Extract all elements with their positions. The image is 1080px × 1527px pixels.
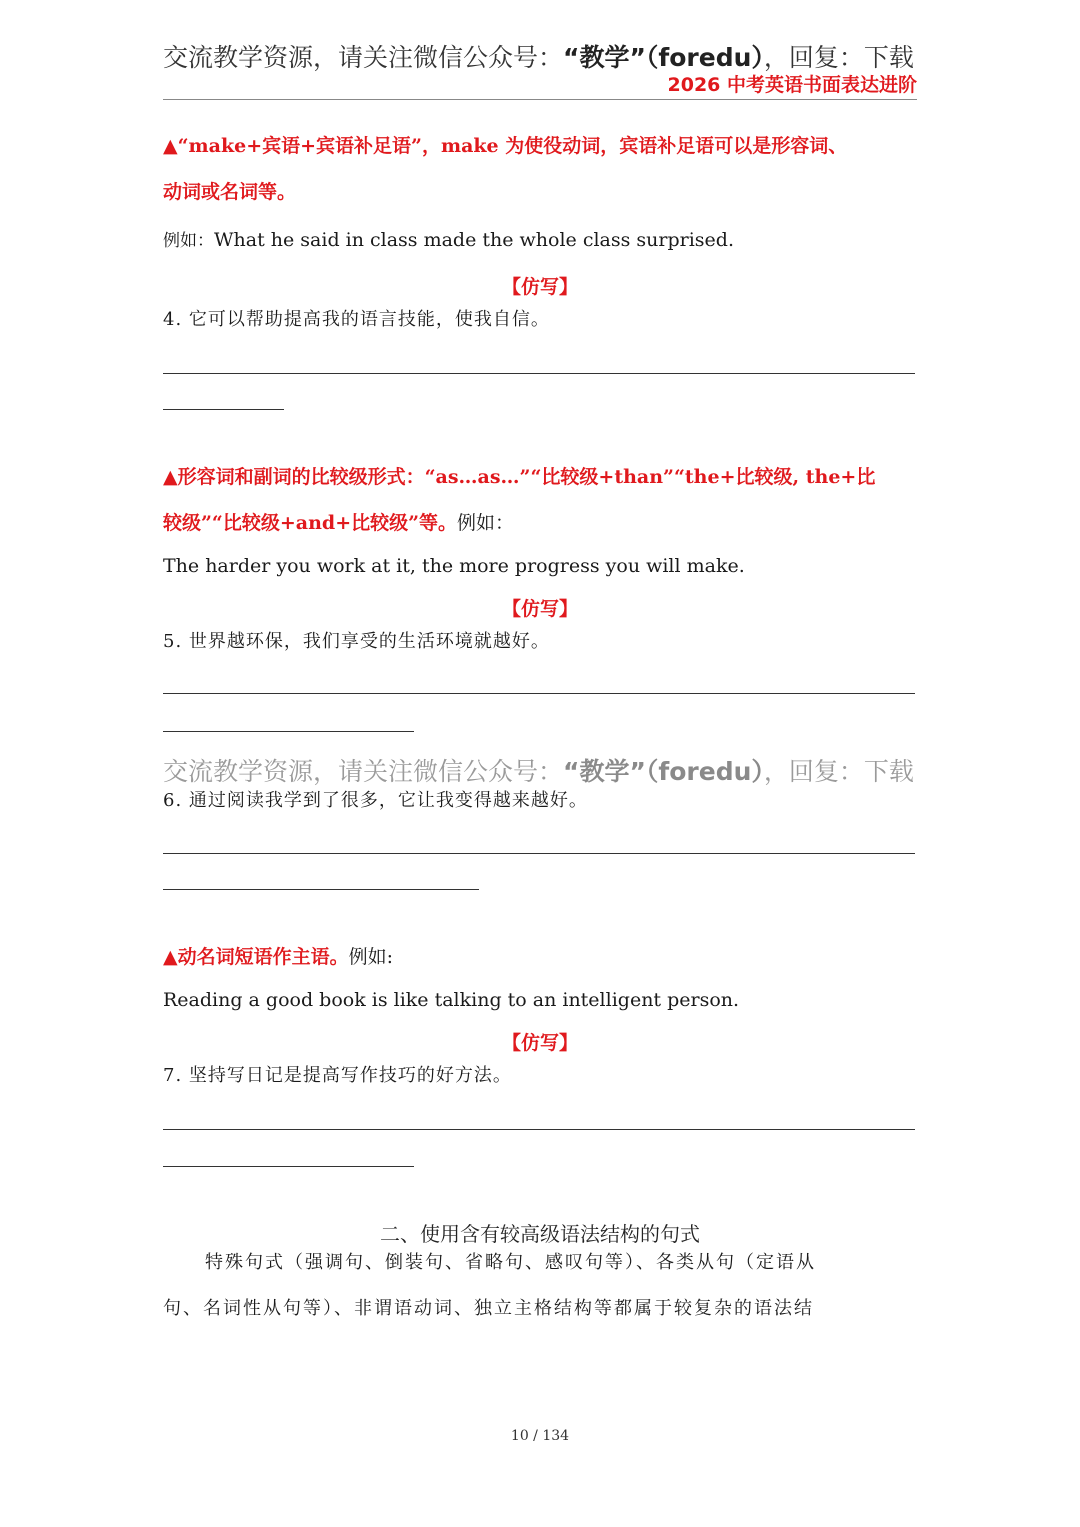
answer-line-6a[interactable] [163,853,915,854]
answer-line-7a[interactable] [163,1129,915,1130]
make-example [163,226,734,251]
gerund-rule-black: 例如: [348,946,394,968]
example-prefix: 例如： [163,231,214,251]
imitate-label-7: 【仿写】 [501,1032,578,1054]
comparative-example: The harder you work at it, the more progress you will make. [163,555,745,577]
answer-line-4a[interactable] [163,373,915,374]
imitate-label-4: 【仿写】 [501,276,578,298]
section-paragraph-line2: 句、名词性从句等）、非谓语动词、独立主格结构等都属于较复杂的语法结 [163,1298,814,1319]
imitate-label-5: 【仿写】 [501,598,578,620]
answer-line-5b[interactable] [163,731,414,732]
header-prefix: 交流教学资源，请关注微信公众号： [163,43,564,72]
answer-line-5a[interactable] [163,693,915,694]
section-title: 二、使用含有较高级语法结构的句式 [380,1222,700,1246]
make-rule-line1: ▲“make+宾语+宾语补足语”，make 为使役动词，宾语补足语可以是形容词、 [163,135,848,157]
watermark-brand: “教学”（foredu） [563,757,764,786]
section-paragraph-line1: 特殊句式（强调句、倒装句、省略句、感叹句等）、各类从句（定语从 [205,1252,816,1273]
task-4: 4. 它可以帮助提高我的语言技能，使我自信。 [163,309,550,330]
header-line [163,38,914,74]
header-divider [163,99,917,100]
comparative-rule-red: 较级”“比较级+and+比较级”等。 [163,512,458,534]
header-suffix: ，回复：下载 [763,43,914,72]
task-7: 7. 坚持写日记是提高写作技巧的好方法。 [163,1065,512,1086]
task-6: 6. 通过阅读我学到了很多，它让我变得越来越好。 [163,790,588,811]
answer-line-4b[interactable] [163,409,284,410]
answer-line-6b[interactable] [163,889,479,890]
make-rule-line2: 动词或名词等。 [163,181,297,203]
page-number: 10 / 134 [510,1428,570,1444]
task-5: 5. 世界越环保，我们享受的生活环境就越好。 [163,631,550,652]
gerund-rule [163,945,393,969]
header-brand: “教学”（foredu） [563,43,764,72]
comparative-rule-line1: ▲形容词和副词的比较级形式：“as…as…”“比较级+than”“the+比较级, the+比 [163,466,876,488]
watermark-suffix: ，回复：下载 [763,757,914,786]
gerund-rule-red: ▲动名词短语作主语。 [163,946,349,968]
watermark [163,752,914,788]
document-title: 2026 中考英语书面表达进阶 [667,74,917,96]
gerund-example: Reading a good book is like talking to an intelligent person. [163,989,740,1011]
watermark-prefix: 交流教学资源，请关注微信公众号： [163,757,564,786]
comparative-rule-line2 [163,511,514,535]
comparative-rule-black: 例如： [457,512,515,534]
answer-line-7b[interactable] [163,1166,414,1167]
example-text: What he said in class made the whole class surprised. [214,229,735,251]
